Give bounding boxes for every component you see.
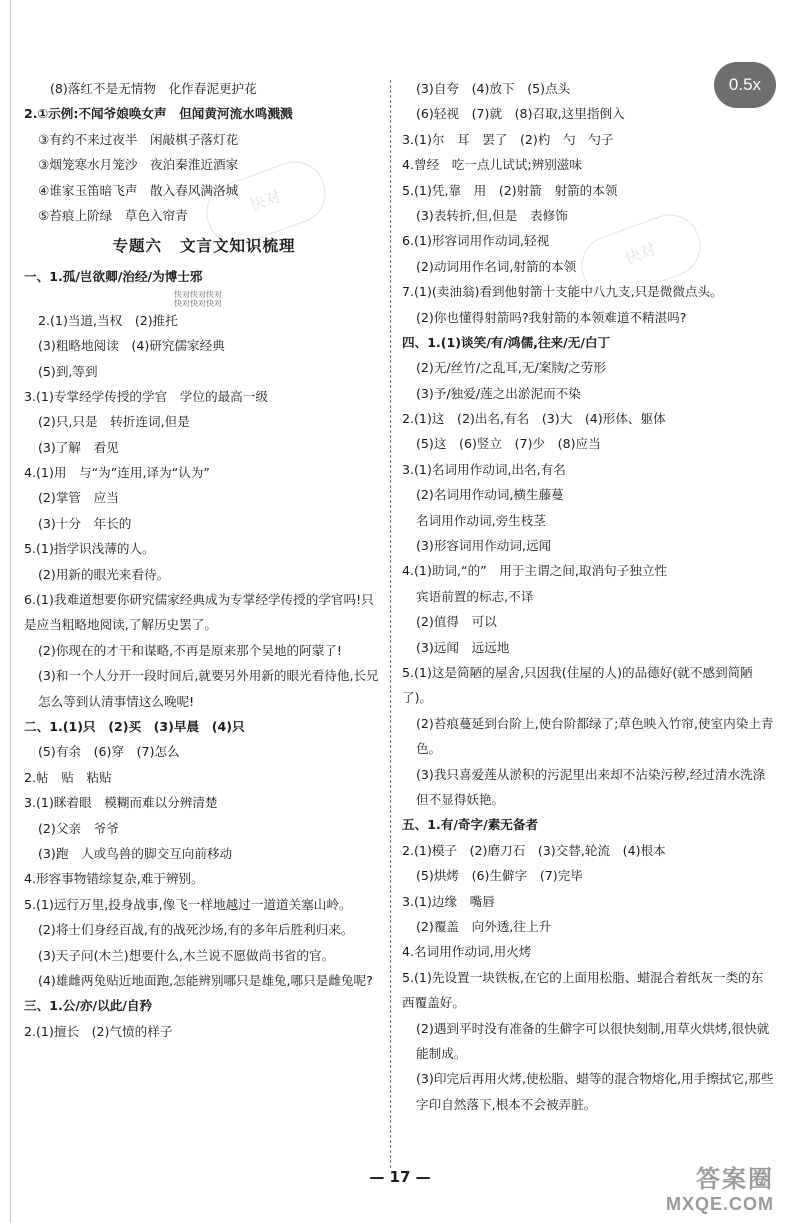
site-watermark: 答案圈 MXQE.COM: [665, 1166, 774, 1214]
answer-paragraph: (2)将士们身经百战,有的战死沙场,有的多年后胜利归来。: [38, 922, 354, 938]
answer-paragraph: (3)我只喜爱莲从淤积的污泥里出来却不沾染污秽,经过清水洗涤但不显得妖艳。: [416, 766, 766, 808]
stamp-watermark: 快对: [573, 206, 709, 306]
answer-line: 3.(1)眯着眼 模糊而难以分辨清楚: [24, 795, 218, 811]
answer-line: 2.(1)这 (2)出名,有名 (3)大 (4)形体、躯体: [402, 411, 666, 427]
answer-line: (2)无/丝竹/之乱耳,无/案牍/之劳形: [416, 360, 606, 376]
left-column: [24, 76, 384, 1044]
answer-line: (5)到,等到: [38, 363, 98, 379]
answer-line: (2)名词用作动词,横生藤蔓: [416, 487, 564, 503]
answer-line: (2)只,只是 转折连词,但是: [38, 414, 190, 430]
answer-line: ③烟笼寒水月笼沙 夜泊秦淮近酒家: [38, 157, 239, 173]
answer-line: 二、1.(1)只 (2)买 (3)早晨 (4)只: [24, 719, 245, 735]
answer-line: (3)予/独爱/莲之出淤泥而不染: [416, 385, 581, 401]
answer-paragraph: (2)遇到平时没有准备的生僻字可以很快刻制,用草火烘烤,很快就能制成。: [416, 1020, 770, 1061]
answer-line: ⑤苔痕上阶绿 草色入帘青: [38, 207, 188, 223]
answer-paragraph: 6.(1)我难道想要你研究儒家经典成为专掌经学传授的学官吗!只是应当粗略地阅读,了解历史罢了。: [24, 592, 374, 633]
answer-line: (2)动词用作名词,射箭的本领: [416, 258, 577, 274]
answer-line: ③有约不来过夜半 闲敲棋子落灯花: [38, 131, 239, 147]
answer-line: (5)这 (6)竖立 (7)少 (8)应当: [416, 436, 601, 452]
answer-line: (3)了解 看见: [38, 439, 119, 455]
answer-line: (2)父亲 爷爷: [38, 820, 119, 836]
answer-line: (6)轻视 (7)就 (8)召取,这里指倒入: [416, 106, 625, 122]
section-title: 专题六 文言文知识梳理: [112, 236, 296, 256]
answer-paragraph: 5.(1)这是简陋的屋舍,只因我(住屋的人)的品德好(就不感到简陋了)。: [402, 665, 753, 706]
answer-paragraph: (3)和一个人分开一段时间后,就要另外用新的眼光看待他,长兄怎么等到认清事情这么晚呢!: [38, 668, 379, 709]
answer-paragraph: 7.(1)(卖油翁)看到他射箭十支能中八九支,只是微微点头。: [402, 284, 723, 300]
answer-line: 2.(1)模子 (2)磨刀石 (3)交替,轮流 (4)根本: [402, 842, 666, 858]
answer-line: 5.(1)凭,靠 用 (2)射箭 射箭的本领: [402, 182, 618, 198]
page-edge-line: [10, 0, 11, 1223]
answer-line: 5.(1)指学识浅薄的人。: [24, 541, 155, 557]
answer-line: (3)自夸 (4)放下 (5)点头: [416, 81, 571, 96]
answer-line: 四、1.(1)谈笑/有/鸿儒,往来/无/白丁: [402, 334, 611, 350]
answer-line: (3)十分 年长的: [38, 515, 132, 531]
answer-line: (2)你也懂得射箭吗?我射箭的本领难道不精湛吗?: [416, 309, 687, 325]
answer-line: (2)值得 可以: [416, 614, 497, 630]
answer-line: 4.(1)助词,“的” 用于主谓之间,取消句子独立性: [402, 563, 668, 579]
answer-paragraph: (3)天子问(木兰)想要什么,木兰说不愿做尚书省的官。: [38, 947, 335, 963]
answer-line: 2.帖 贴 粘贴: [24, 769, 112, 785]
answer-line: (5)烘烤 (6)生僻字 (7)完毕: [416, 868, 583, 884]
answer-line: 三、1.公/亦/以此/自矜: [24, 998, 153, 1014]
right-column: [402, 76, 774, 1117]
answer-line: 一、1.孤/岂欲卿/治经/为博士邪: [24, 269, 203, 285]
answer-line: 2.①示例:不闻爷娘唤女声 但闻黄河流水鸣溅溅: [24, 106, 293, 122]
answer-line: 6.(1)形容词用作动词,轻视: [402, 233, 550, 249]
answer-line: 4.曾经 吃一点儿试试;辨别滋味: [402, 157, 582, 173]
answer-line: (3)粗略地阅读 (4)研究儒家经典: [38, 338, 225, 354]
zoom-level-badge[interactable]: 0.5x: [714, 62, 776, 108]
answer-line: 2.(1)擅长 (2)气愤的样子: [24, 1023, 173, 1039]
answer-line: (2)掌管 应当: [38, 490, 119, 506]
answer-line: 3.(1)名词用作动词,出名,有名: [402, 461, 566, 477]
answer-line: 名词用作动词,旁生枝茎: [416, 512, 546, 528]
answer-paragraph: (4)雄雌两兔贴近地面跑,怎能辨别哪只是雄兔,哪只是雌兔呢?: [38, 973, 373, 989]
answer-paragraph: 5.(1)远行万里,投身战事,像飞一样地越过一道道关塞山岭。: [24, 896, 352, 912]
column-divider: [390, 80, 391, 1168]
small-note: 快对快对快对 快对快对快对: [174, 289, 222, 308]
answer-line: 4.(1)用 与“为”连用,译为“认为”: [24, 465, 210, 481]
page-number: — 17 —: [369, 1168, 431, 1186]
answer-line: (3)远闻 远远地: [416, 639, 510, 655]
answer-paragraph: (2)你现在的才干和谋略,不再是原来那个吴地的阿蒙了!: [38, 642, 342, 658]
answer-line: (8)落红不是无情物 化作春泥更护花: [50, 81, 257, 96]
answer-line: 4.形容事物错综复杂,难于辨别。: [24, 871, 204, 887]
answer-line: (2)用新的眼光来看待。: [38, 566, 170, 582]
answer-line: (5)有余 (6)穿 (7)怎么: [38, 744, 180, 760]
stamp-watermark: 快对: [198, 153, 334, 253]
answer-line: 3.(1)专掌经学传授的学官 学位的最高一级: [24, 388, 268, 404]
answer-line: (3)跑 人或鸟兽的脚交互向前移动: [38, 846, 233, 862]
answer-line: 3.(1)尔 耳 罢了 (2)杓 勺 勺子: [402, 131, 614, 147]
answer-line: 4.名词用作动词,用火烤: [402, 944, 532, 960]
answer-line: 五、1.有/奇字/素无备者: [402, 817, 539, 833]
answer-line: (3)表转折,但,但是 表修饰: [416, 207, 568, 223]
answer-line: 3.(1)边缘 嘴唇: [402, 893, 495, 909]
answer-line: 2.(1)当道,当权 (2)推托: [38, 312, 178, 328]
answer-paragraph: (2)苔痕蔓延到台阶上,使台阶都绿了;草色映入竹帘,使室内染上青色。: [416, 715, 774, 757]
answer-paragraph: 5.(1)先设置一块铁板,在它的上面用松脂、蜡混合着纸灰一类的东西覆盖好。: [402, 969, 764, 1011]
answer-line: (3)形容词用作动词,远闻: [416, 538, 552, 554]
answer-line: (2)覆盖 向外透,往上升: [416, 919, 552, 934]
answer-line: 宾语前置的标志,不译: [416, 588, 534, 604]
answer-line: ④谁家玉笛暗飞声 散入春风满洛城: [38, 182, 239, 198]
answer-paragraph: (3)印完后再用火烤,使松脂、蜡等的混合物熔化,用手擦拭它,那些字印自然落下,根本不会被弄脏。: [416, 1071, 774, 1112]
